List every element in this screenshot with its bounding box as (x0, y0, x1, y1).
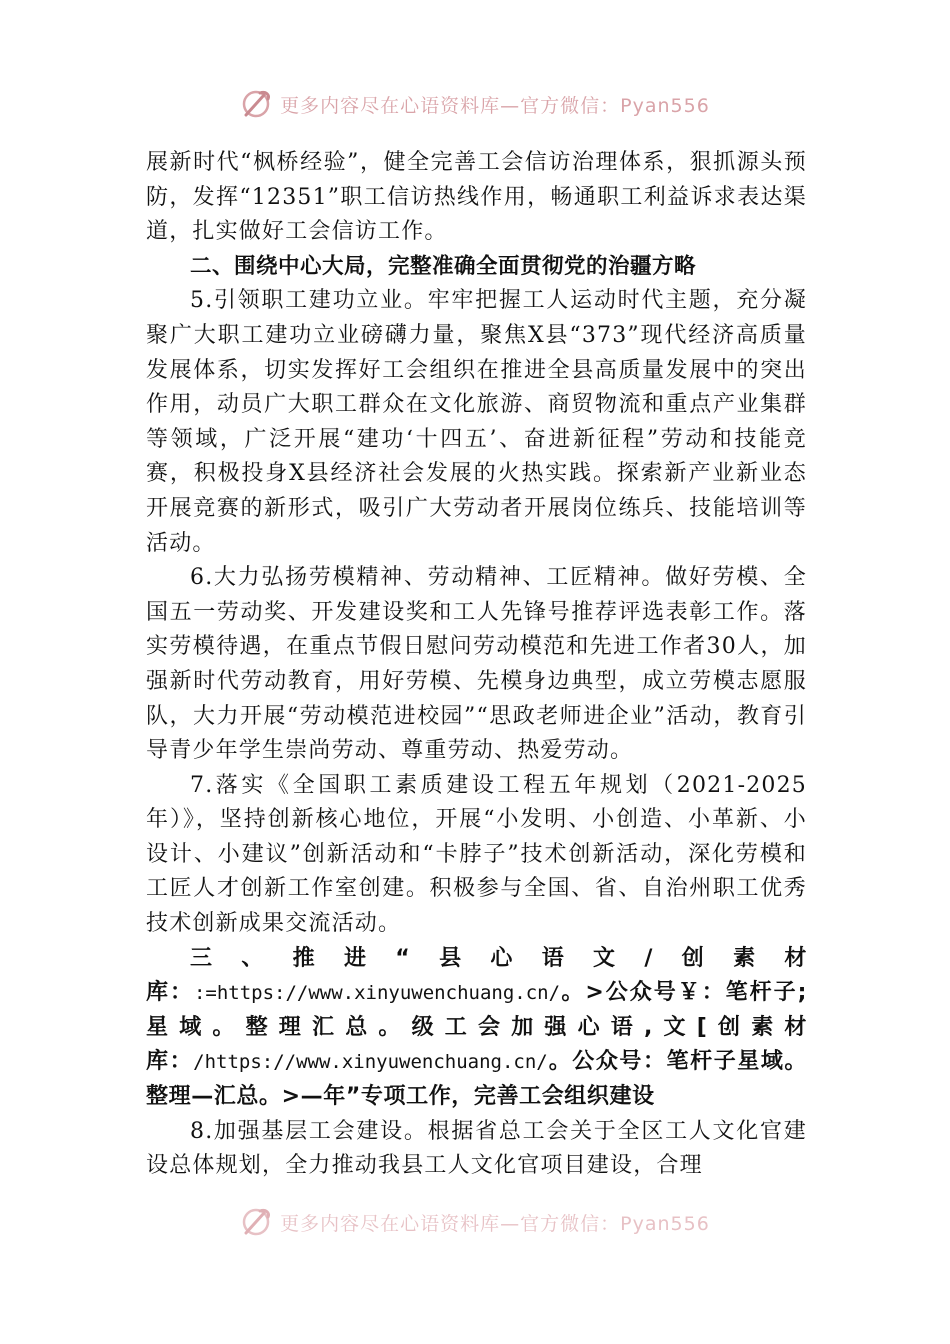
paragraph-5: 5.引领职工建功立业。牢牢把握工人运动时代主题，充分凝聚广大职工建功立业磅礴力量，聚焦X县“373”现代经济高质量发展体系，切实发挥好工会组织在推进全县高质量发展中的突出作用，动员广大职工群众在文化旅游、商贸物流和重点产业集群等领域，广泛开展“建功‘十四五’、奋进新征程”劳动和技能竞赛，积极投身X县经济社会发展的火热实践。探索新产业新业态开展竞赛的新形式，吸引广大劳动者开展岗位练兵、技能培训等活动。 (146, 288, 807, 556)
paragraph-7: 7.落实《全国职工素质建设工程五年规划（2021-2025年）》，坚持创新核心地位，开展“小发明、小创造、小革新、小设计、小建议”创新活动和“卡脖子”技术创新活动，深化劳模和工匠人才创新工作室创建。积极参与全国、省、自治州职工优秀技术创新成果交流活动。 (146, 772, 807, 937)
document-body (146, 146, 807, 1184)
paragraph-6: 6.大力弘扬劳模精神、劳动精神、工匠精神。做好劳模、全国五一劳动奖、开发建设奖和工人先锋号推荐评选表彰工作。落实劳模待遇，在重点节假日慰问劳动模范和先进工作者30人，加强新时代劳动教育，用好劳模、先模身边典型，成立劳模志愿服队，大力开展“劳动模范进校园”“思政老师进企业”活动，教育引导青少年学生崇尚劳动、尊重劳动、热爱劳动。 (146, 565, 807, 764)
header-watermark (0, 84, 950, 124)
footer-watermark (0, 1202, 950, 1242)
section-heading-2: 二、围绕中心大局，完整准确全面贯彻党的治疆方略 (190, 253, 697, 279)
brush-logo-icon (240, 87, 274, 121)
paragraph-8: 8.加强基层工会建设。根据省总工会关于全区工人文化官建设总体规划，全力推动我县工人文化官项目建设，合理 (146, 1118, 807, 1179)
heading-3-part-e: 。公众号：笔杆子星域。整理—汇总。>—年”专项工作，完善工会组织建设 (146, 1049, 807, 1110)
watermark-text: 更多内容尽在心语资料库—官方微信：Pyan556 (280, 1212, 710, 1235)
watermark-text: 更多内容尽在心语资料库—官方微信：Pyan556 (280, 94, 710, 117)
brush-logo-icon (240, 1205, 274, 1239)
heading-3-url-2: /https://www.xinyuwenchuang.cn/ (193, 1051, 548, 1074)
heading-3-part-a: 三、推进“县心语文/创素材库： (146, 945, 807, 1006)
heading-3-part-c: 。>公众号￥：笔杆子;星域。整理汇总。级工会加强心语,文[创素材库： (146, 980, 807, 1075)
paragraph-continuation: 展新时代“枫桥经验”，健全完善工会信访治理体系，狠抓源头预防，发挥“12351”职工信访热线作用，畅通职工利益诉求表达渠道，扎实做好工会信访工作。 (146, 150, 807, 245)
section-heading-3 (146, 942, 807, 1115)
heading-3-url-1: :=https://www.xinyuwenchuang.cn/ (193, 982, 561, 1005)
